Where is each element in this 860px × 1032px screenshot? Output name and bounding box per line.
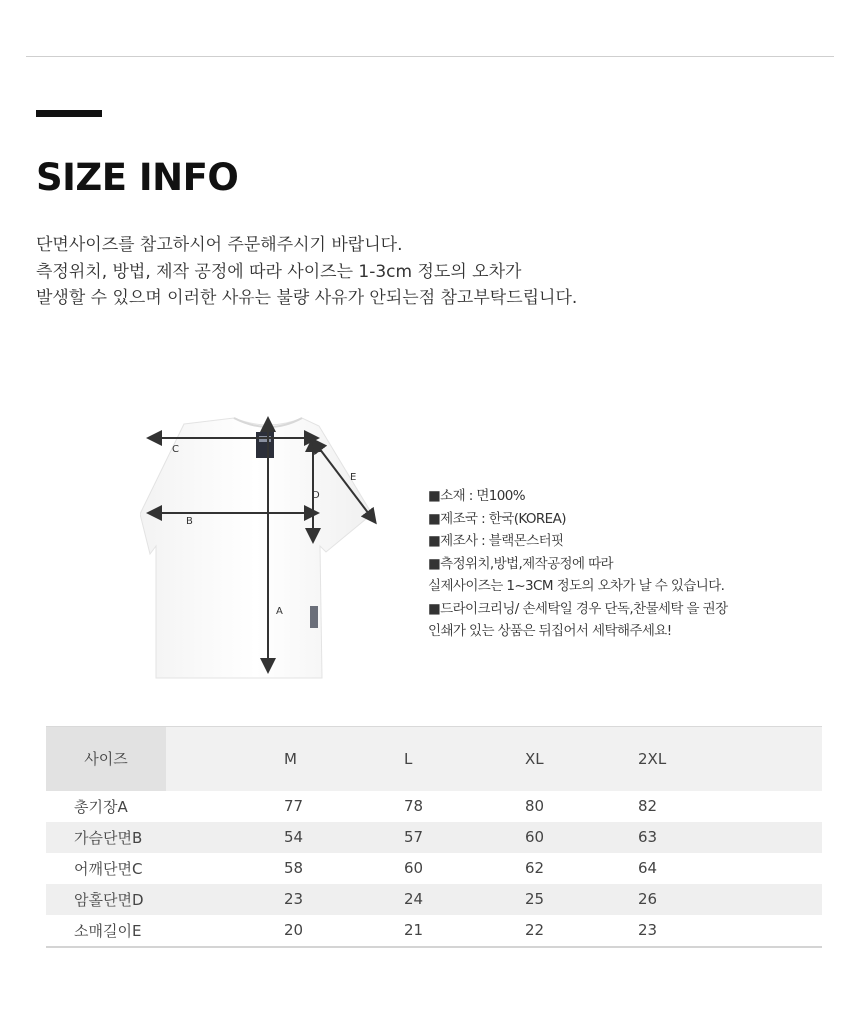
label-d: D <box>312 490 320 501</box>
label-c: C <box>172 444 179 455</box>
size-header-l: L <box>404 749 413 768</box>
intro-line: 발생할 수 있으며 이러한 사유는 불량 사유가 안되는점 참고부탁드립니다. <box>36 288 578 308</box>
table-cell: 62 <box>525 859 545 877</box>
side-tag <box>310 606 318 628</box>
label-b: B <box>186 516 193 527</box>
row-label: 가슴단면B <box>74 828 143 847</box>
intro-line: 측정위치, 방법, 제작 공정에 따라 사이즈는 1-3cm 정도의 오차가 <box>36 261 522 282</box>
table-row <box>46 915 822 946</box>
row-label: 암홀단면D <box>74 890 144 909</box>
size-column-header: 사이즈 <box>46 727 166 791</box>
table-cell: 57 <box>404 828 424 846</box>
table-cell: 77 <box>284 797 304 815</box>
table-cell: 22 <box>525 921 545 939</box>
table-cell: 64 <box>638 859 658 877</box>
table-row <box>46 791 822 822</box>
intro-line: 단면사이즈를 참고하시어 주문해주시기 바랍니다. <box>36 235 403 255</box>
table-cell: 60 <box>525 828 545 846</box>
row-label: 소매길이E <box>74 921 142 940</box>
table-cell: 20 <box>284 921 304 939</box>
table-cell: 54 <box>284 828 304 846</box>
label-a: A <box>276 606 283 617</box>
table-cell: 26 <box>638 890 658 908</box>
row-label: 어깨단면C <box>74 859 143 878</box>
spec-line: 인쇄가 있는 상품은 뒤집어서 세탁해주세요! <box>428 623 672 639</box>
top-divider <box>26 56 834 57</box>
neck-label <box>256 432 274 458</box>
table-bottom-divider <box>46 946 822 948</box>
spec-line: ■드라이크리닝/ 손세탁일 경우 단독,찬물세탁 을 권장 <box>428 600 728 617</box>
page-title: SIZE INFO <box>36 156 239 199</box>
intro-text <box>36 232 577 312</box>
size-table <box>46 726 822 946</box>
table-cell: 23 <box>284 890 304 908</box>
spec-line: ■소재 : 면100% <box>428 488 526 504</box>
table-cell: 21 <box>404 921 424 939</box>
spec-line: ■측정위치,방법,제작공정에 따라 <box>428 555 613 572</box>
table-cell: 80 <box>525 797 545 815</box>
spec-line: ■제조국 : 한국(KOREA) <box>428 510 566 527</box>
product-specs <box>428 485 728 643</box>
size-header-2xl: 2XL <box>638 749 667 768</box>
size-header-xl: XL <box>525 749 544 768</box>
size-header-m: M <box>284 749 297 768</box>
table-cell: 63 <box>638 828 658 846</box>
table-row <box>46 884 822 915</box>
tshirt-illustration <box>140 410 390 695</box>
table-cell: 25 <box>525 890 545 908</box>
label-e: E <box>350 472 357 483</box>
table-row <box>46 822 822 853</box>
table-cell: 58 <box>284 859 304 877</box>
table-cell: 24 <box>404 890 424 908</box>
title-accent-bar <box>36 110 102 117</box>
tshirt-measurement-diagram <box>140 410 390 695</box>
table-row <box>46 853 822 884</box>
table-cell: 78 <box>404 797 424 815</box>
table-cell: 23 <box>638 921 658 939</box>
table-cell: 60 <box>404 859 424 877</box>
table-cell: 82 <box>638 797 658 815</box>
spec-line: 실제사이즈는 1~3CM 정도의 오차가 날 수 있습니다. <box>428 578 725 594</box>
row-label: 총기장A <box>74 797 128 816</box>
spec-line: ■제조사 : 블랙몬스터핏 <box>428 533 564 549</box>
size-table-header <box>46 727 822 791</box>
